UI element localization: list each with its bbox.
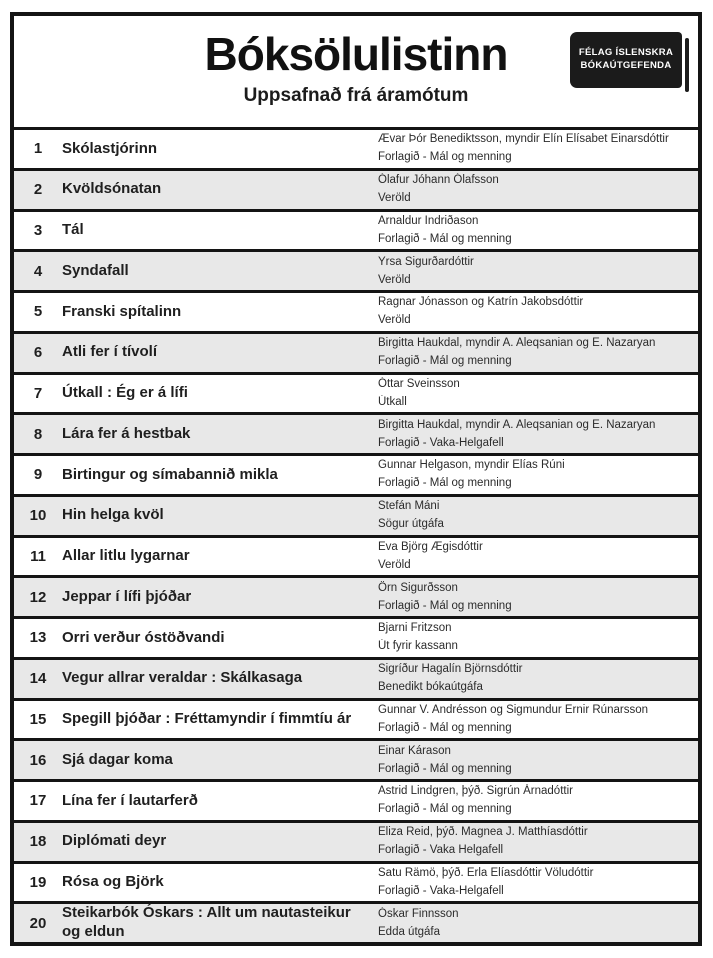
rank-number: 12 <box>29 588 47 606</box>
book-author: Bjarni Fritzson <box>378 622 452 635</box>
book-meta <box>378 212 698 250</box>
rank-number: 5 <box>33 303 43 321</box>
book-publisher: Veröld <box>378 192 411 205</box>
book-publisher: Forlagið - Mál og menning <box>378 803 512 816</box>
book-publisher: Forlagið - Mál og menning <box>378 721 512 734</box>
book-meta <box>378 171 698 209</box>
book-publisher: Benedikt bókaútgáfa <box>378 681 483 694</box>
book-publisher: Edda útgáfa <box>378 925 441 938</box>
book-publisher: Út fyrir kassann <box>378 640 458 653</box>
book-meta <box>378 864 698 902</box>
rank-number: 7 <box>33 384 43 402</box>
list-item <box>14 375 698 416</box>
book-author: Arnaldur Indriðason <box>378 214 479 227</box>
list-item <box>14 293 698 334</box>
book-author: Ragnar Jónasson og Katrín Jakobsdóttir <box>378 296 584 309</box>
rank-number: 18 <box>29 833 47 851</box>
book-publisher: Forlagið - Mál og menning <box>378 762 512 775</box>
rank-number: 14 <box>29 670 47 688</box>
list-item <box>14 252 698 293</box>
rank-number: 1 <box>33 140 43 158</box>
book-title: Lína fer í lautarferð <box>62 791 198 809</box>
book-title: Spegill þjóðar : Fréttamyndir í fimmtíu ár <box>62 710 352 727</box>
list-item <box>14 782 698 823</box>
list-item <box>14 456 698 497</box>
list-item <box>14 578 698 619</box>
book-author: Gunnar Helgason, myndir Elías Rúni <box>378 459 565 472</box>
book-meta <box>378 497 698 535</box>
list-frame <box>10 12 702 946</box>
book-publisher: Forlagið - Vaka Helgafell <box>378 844 504 857</box>
book-author: Óskar Finnsson <box>378 907 459 920</box>
book-publisher: Forlagið - Mál og menning <box>378 151 512 164</box>
book-title: Rósa og Björk <box>62 873 164 890</box>
list-item <box>14 823 698 864</box>
book-author: Satu Rämö, þýð. Erla Elíasdóttir Völudóttir <box>378 866 594 879</box>
book-meta <box>378 252 698 290</box>
book-author: Eva Björg Ægisdóttir <box>378 540 483 553</box>
book-author: Ævar Þór Benediktsson, myndir Elín Elísabet Einarsdóttir <box>378 133 669 146</box>
book-meta <box>378 130 698 168</box>
rank-number: 13 <box>29 629 47 647</box>
book-meta <box>378 741 698 779</box>
book-publisher: Forlagið - Mál og menning <box>378 232 512 245</box>
book-author: Astrid Lindgren, þýð. Sigrún Árnadóttir <box>378 785 573 798</box>
list-item <box>14 619 698 660</box>
book-author: Óttar Sveinsson <box>378 377 460 390</box>
list-item <box>14 415 698 456</box>
book-publisher: Forlagið - Vaka-Helgafell <box>378 884 504 897</box>
list-header <box>14 16 698 130</box>
page-title: Bóksölulistinn <box>204 28 508 80</box>
rank-number: 17 <box>29 792 47 810</box>
book-author: Birgitta Haukdal, myndir A. Aleqsanian og E. Nazaryan <box>378 337 656 350</box>
book-author: Gunnar V. Andrésson og Sigmundur Ernir Rúnarsson <box>378 703 648 716</box>
book-author: Birgitta Haukdal, myndir A. Aleqsanian og E. Nazaryan <box>378 418 656 431</box>
list-item <box>14 660 698 701</box>
list-item <box>14 904 698 942</box>
book-title: Franski spítalinn <box>62 302 182 320</box>
rank-number: 11 <box>30 547 46 565</box>
book-title: Allar litlu lygarnar <box>62 547 190 564</box>
rank-number: 15 <box>29 710 47 728</box>
book-meta <box>378 375 698 413</box>
book-meta <box>378 456 698 494</box>
book-author: Eliza Reid, þýð. Magnea J. Matthíasdóttir <box>378 826 588 839</box>
book-list <box>14 130 698 942</box>
list-item <box>14 538 698 579</box>
list-item <box>14 171 698 212</box>
book-title: Birtingur og símabannið mikla <box>62 465 278 483</box>
book-title: Sjá dagar koma <box>62 750 173 768</box>
book-title: Steikarbók Óskars : Allt um nautasteikur og eldun <box>62 904 351 941</box>
rank-number: 16 <box>29 751 47 769</box>
book-author: Ólafur Jóhann Ólafsson <box>378 174 499 187</box>
book-title: Skólastjórinn <box>62 139 158 157</box>
publishers-association-book-logo <box>570 32 682 88</box>
book-meta <box>378 904 698 942</box>
book-publisher: Sögur útgáfa <box>378 518 444 531</box>
book-author: Sigríður Hagalín Björnsdóttir <box>378 663 523 676</box>
book-meta <box>378 619 698 657</box>
rank-number: 8 <box>33 425 43 443</box>
book-title: Syndafall <box>62 261 129 279</box>
book-title: Tál <box>62 221 84 238</box>
rank-number: 20 <box>29 914 47 932</box>
rank-number: 10 <box>29 507 47 525</box>
book-author: Stefán Máni <box>378 500 440 513</box>
book-title: Diplómati deyr <box>62 832 167 850</box>
book-publisher: Forlagið - Mál og menning <box>378 599 512 612</box>
rank-number: 3 <box>33 221 43 239</box>
book-meta <box>378 701 698 739</box>
book-title: Vegur allrar veraldar : Skálkasaga <box>62 669 303 687</box>
book-meta <box>378 782 698 820</box>
book-title: Lára fer á hestbak <box>62 424 191 442</box>
book-title: Hin helga kvöl <box>62 506 164 524</box>
list-item <box>14 701 698 742</box>
book-publisher: Veröld <box>378 314 411 327</box>
rank-number: 2 <box>33 181 43 199</box>
book-author: Einar Kárason <box>378 744 451 757</box>
book-author: Yrsa Sigurðardóttir <box>378 255 474 268</box>
book-meta <box>378 538 698 576</box>
list-item <box>14 864 698 905</box>
book-meta <box>378 823 698 861</box>
list-item <box>14 497 698 538</box>
list-item <box>14 130 698 171</box>
book-author: Örn Sigurðsson <box>378 581 458 594</box>
badge-line1: FÉLAG ÍSLENSKRA <box>578 47 674 59</box>
book-meta <box>378 578 698 616</box>
list-item <box>14 741 698 782</box>
book-meta <box>378 293 698 331</box>
book-title: Atli fer í tívolí <box>62 343 158 361</box>
rank-number: 9 <box>33 466 43 484</box>
book-title: Útkall : Ég er á lífi <box>62 384 188 401</box>
book-title: Orri verður óstöðvandi <box>62 628 225 646</box>
book-publisher: Forlagið - Mál og menning <box>378 355 512 368</box>
list-item <box>14 334 698 375</box>
book-publisher: Forlagið - Mál og menning <box>378 477 512 490</box>
rank-number: 6 <box>33 344 43 362</box>
book-publisher: Forlagið - Vaka-Helgafell <box>378 436 504 449</box>
book-publisher: Veröld <box>378 558 411 571</box>
page-subtitle: Uppsafnað frá áramótum <box>243 85 469 107</box>
book-title: Jeppar í lífi þjóðar <box>62 587 192 605</box>
book-publisher: Veröld <box>378 273 411 286</box>
book-meta <box>378 415 698 453</box>
badge-line2: BÓKAÚTGEFENDA <box>580 60 672 71</box>
list-item <box>14 212 698 253</box>
book-publisher: Útkall <box>378 395 407 408</box>
book-meta <box>378 334 698 372</box>
book-title: Kvöldsónatan <box>62 180 162 198</box>
book-meta <box>378 660 698 698</box>
rank-number: 4 <box>33 262 43 280</box>
rank-number: 19 <box>29 873 47 891</box>
